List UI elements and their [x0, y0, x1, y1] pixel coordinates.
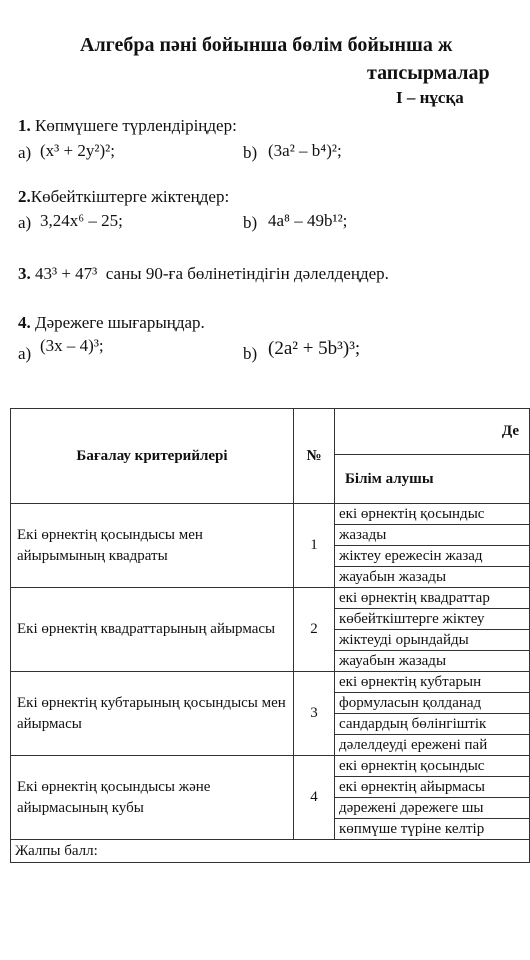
header-student: Білім алушы [335, 455, 530, 504]
descriptor: көбейткіштерге жіктеу [335, 609, 530, 630]
task-3-expr: 43³ + 47³ [35, 264, 98, 283]
criteria-cell: Екі өрнектің қосындысы және айырмасының кубы [11, 756, 294, 840]
task-3-text: саны 90-ға бөлінетіндігін дәлелдеңдер. [105, 264, 389, 283]
criteria-cell: Екі өрнектің қосындысы мен айырымының квадраты [11, 504, 294, 588]
descriptor: екі өрнектің қосындыс [335, 756, 530, 777]
task-2-b-label: b) [243, 213, 258, 232]
doc-title-line2: тапсырмалар [367, 62, 490, 84]
descriptor: жауабын жазады [335, 651, 530, 672]
task-4-b-label: b) [243, 344, 258, 363]
descriptor: екі өрнектің қосындыс [335, 504, 530, 525]
task-4-b-expr: (2a² + 5b³)³; [268, 338, 361, 359]
task-1-a-label: а) [18, 143, 32, 162]
descriptor: сандардың бөлінгіштік [335, 714, 530, 735]
table-row [11, 504, 530, 525]
task-1-b-expr: (3a² – b⁴)²; [268, 141, 342, 160]
descriptor: екі өрнектің айырмасы [335, 777, 530, 798]
task-3-line [18, 264, 389, 284]
task-2-number: 2. [18, 187, 31, 206]
task-4-number: 4. [18, 313, 31, 332]
descriptor: жазады [335, 525, 530, 546]
header-criteria: Бағалау критерийлері [11, 409, 294, 504]
task-1-a-expr: (x³ + 2y²)²; [40, 141, 115, 160]
task-1-heading [18, 116, 237, 136]
table-row [11, 672, 530, 693]
task-4-a-label: а) [18, 344, 32, 363]
table-header-row [11, 409, 530, 455]
task-2-a-label: а) [18, 213, 32, 232]
descriptor: дәрежені дәрежеге шы [335, 798, 530, 819]
criteria-number: 2 [294, 588, 335, 672]
task-4-heading [18, 313, 205, 333]
task-1-number: 1. [18, 116, 31, 135]
total-score-label: Жалпы балл: [11, 840, 530, 863]
task-2-a-expr: 3,24x⁶ – 25; [40, 211, 123, 230]
descriptor: көпмүше түріне келтір [335, 819, 530, 840]
criteria-cell: Екі өрнектің кубтарының қосындысы мен айырмасы [11, 672, 294, 756]
descriptor: жіктеу ережесін жазад [335, 546, 530, 567]
header-descriptors: Де [335, 409, 530, 455]
total-row [11, 840, 530, 863]
criteria-number: 4 [294, 756, 335, 840]
descriptor: дәлелдеуді ережені пай [335, 735, 530, 756]
descriptor: екі өрнектің кубтарын [335, 672, 530, 693]
table-row [11, 588, 530, 609]
task-4-text: Дәрежеге шығарыңдар. [35, 313, 205, 332]
variant-label: І – нұсқа [396, 88, 464, 107]
table-row [11, 756, 530, 777]
task-2-text: Көбейткіштерге жіктеңдер: [30, 187, 230, 206]
task-1-b-label: b) [243, 143, 258, 162]
doc-title-line1: Алгебра пәні бойынша бөлім бойынша ж [80, 34, 453, 56]
criteria-number: 3 [294, 672, 335, 756]
header-number: № [294, 409, 335, 504]
criteria-cell: Екі өрнектің квадраттарының айырмасы [11, 588, 294, 672]
criteria-number: 1 [294, 504, 335, 588]
task-2-heading [18, 187, 229, 207]
task-2-b-expr: 4a⁸ – 49b¹²; [268, 211, 348, 230]
task-4-a-expr: (3x – 4)³; [40, 336, 104, 355]
task-1-text: Көпмүшеге түрлендіріңдер: [35, 116, 237, 135]
task-3-number: 3. [18, 264, 31, 283]
descriptor: екі өрнектің квадраттар [335, 588, 530, 609]
assessment-criteria-table [10, 408, 530, 863]
descriptor: жіктеуді орындайды [335, 630, 530, 651]
descriptor: формуласын қолданад [335, 693, 530, 714]
descriptor: жауабын жазады [335, 567, 530, 588]
